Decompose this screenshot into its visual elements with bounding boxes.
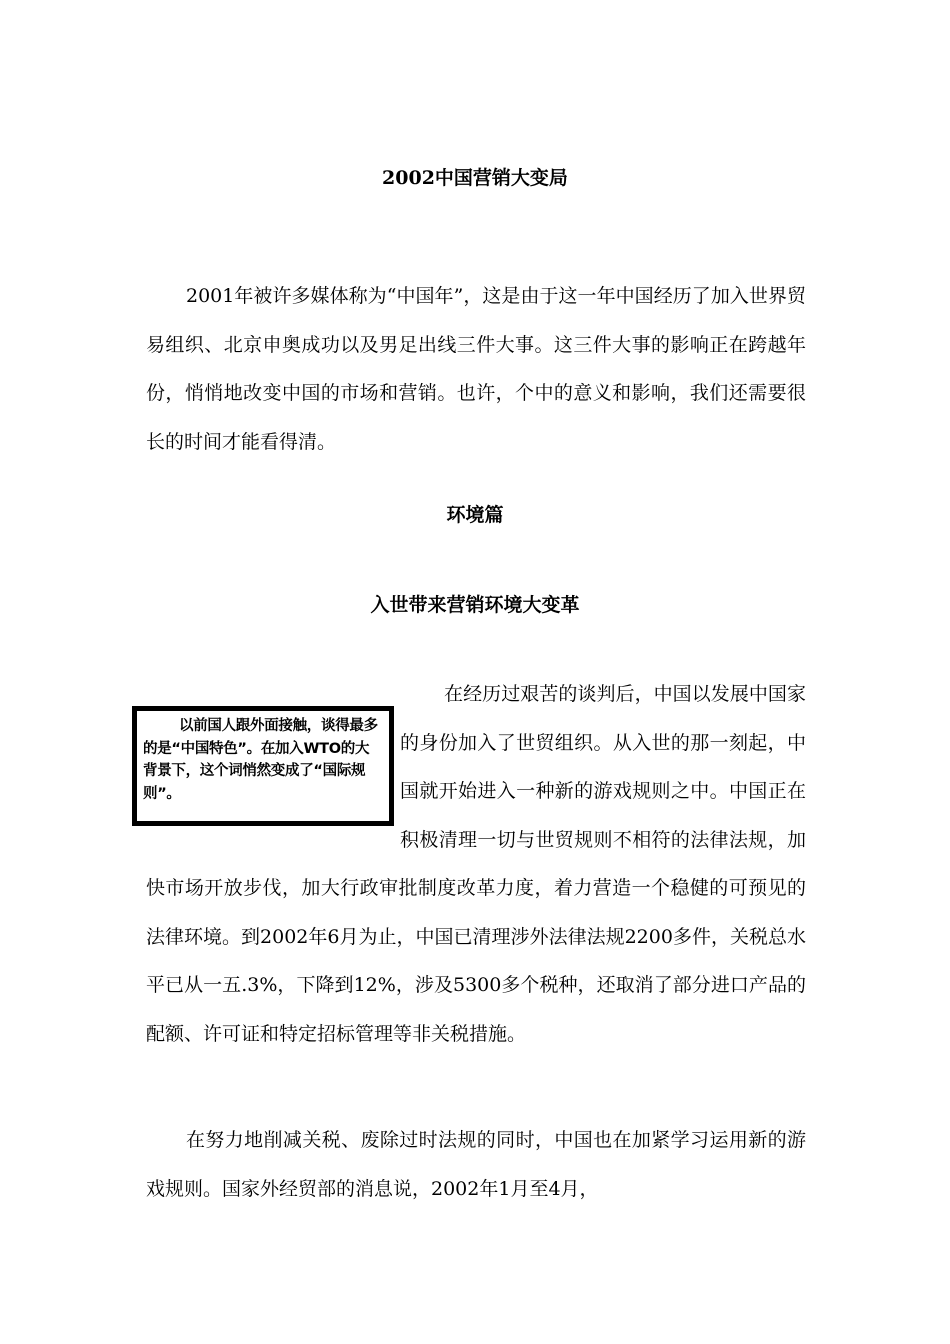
intro-paragraph: 2001年被许多媒体称为“中国年”，这是由于这一年中国经历了加入世界贸易组织、北京申奥成功以及男足出线三件大事。这三件大事的影响正在跨越年份，悄悄地改变中国的市场和营销。也许，个中的意义和影响，我们还需要很长的时间才能看得清。: [146, 285, 806, 453]
subsection-title: 入世带来营销环境大变革: [370, 594, 580, 616]
section-title: 环境篇: [446, 504, 504, 526]
pull-quote-box: [132, 706, 394, 826]
document-title: 2002中国营销大变局: [382, 167, 568, 189]
pull-quote-text: 以前国人跟外面接触，谈得最多的是“中国特色”。在加入WTO的大背景下，这个词悄然变成了“国际规则”。: [143, 718, 378, 802]
body-paragraph: 在经历过艰苦的谈判后，中国以发展中国家的身份加入了世贸组织。从入世的那一刻起，中国就开始进入一种新的游戏规则之中。中国正在积极清理一切与世贸规则不相符的法律法规，加快市场开放步伐，加大行政审批制度改革力度，着力营造一个稳健的可预见的法律环境。到2002年6月为止，中国已清理涉外法律法规2200多件，关税总水平已从一五.3%，下降到12%，涉及5300多个税种，还取消了部分进口产品的配额、许可证和特定招标管理等非关税措施。: [146, 683, 806, 1045]
body-paragraph-continued: 在努力地削减关税、废除过时法规的同时，中国也在加紧学习运用新的游戏规则。国家外经贸部的消息说，2002年1月至4月，: [146, 1129, 806, 1200]
